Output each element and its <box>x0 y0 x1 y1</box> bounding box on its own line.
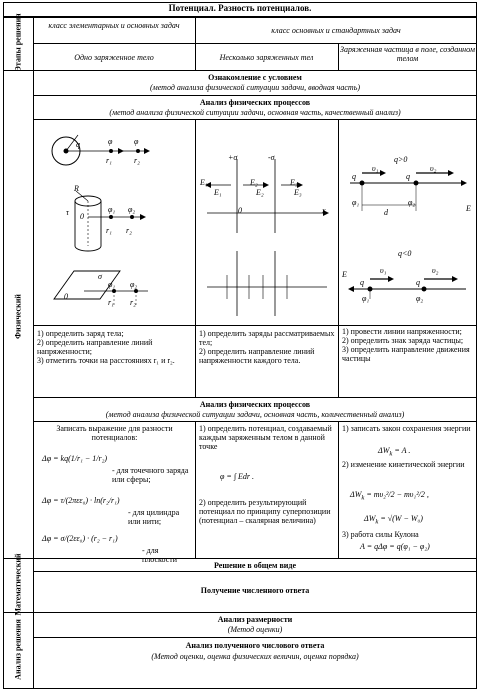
section7-subtitle: (Метод оценки, оценка физических величин, оценка порядка) <box>151 652 359 661</box>
section6-title: Анализ размерности <box>217 615 293 624</box>
d3-v1: υ₁ <box>372 164 379 173</box>
d1-tau: τ <box>66 208 69 217</box>
d2-E3: E₃ <box>290 178 298 187</box>
section2-subtitle: (метод анализа физической ситуации задачи, основная часть, качественный анализ) <box>109 108 401 117</box>
d3-phi1: φ₁ <box>352 198 360 207</box>
d2-plus: +σ <box>228 153 238 162</box>
section1-title: Ознакомление с условием <box>208 73 302 82</box>
section6-subtitle: (Метод оценки) <box>227 625 283 634</box>
d3-v1b: υ₁ <box>380 266 387 275</box>
section5-title: Получение численного ответа <box>200 586 310 595</box>
quant-c2-b: 2) определить результирующий потенциал по принципу суперпозиции (потенциал – скалярная величина) <box>199 498 331 525</box>
d3-q2: q <box>406 172 410 181</box>
formula-point: Δφ = kq(1/r₁ − 1/r₂) <box>42 454 108 463</box>
qual-c2: 1) определить заряды рассматриваемых тел; 2) определить направление линий напряженности каждого тела. <box>199 329 335 365</box>
quant-c1-f1: - для точечного заряда или сферы; <box>112 466 189 484</box>
math-label: Математический <box>13 553 23 616</box>
d3-E2: E <box>342 270 347 279</box>
d3-phi2: φ₂ <box>408 198 416 207</box>
section4-title: Решение в общем виде <box>213 561 296 570</box>
qual-c3: 1) провести линии напряженности; 2) определить знак заряда частицы; 3) определить направление движения частицы <box>342 327 470 363</box>
d2-E1: E₁ <box>200 178 208 187</box>
d3-qb: q <box>360 278 364 287</box>
quant-c1-f3: - для плоскости <box>142 546 178 564</box>
qual-c1: 1) определить заряд тела; 2) определить направление линий напряженности; 3) отметить точки на расстояниях r₁ и r₂. <box>37 329 175 365</box>
d3-E: E <box>466 204 471 213</box>
d1-zero2: 0 <box>64 292 68 301</box>
d1-phi1: φ₁ <box>108 205 116 214</box>
d1-phi1c: φ₁ <box>108 280 116 289</box>
quant-c1-head: Записать выражение для разности потенциалов: <box>56 424 173 442</box>
d3-qneg: q<0 <box>398 249 412 258</box>
d1-r1c: r₁ <box>108 298 114 307</box>
formula-coulomb: A = qΔφ = q(φ₁ − φ₂) <box>360 542 430 551</box>
d2-E2: E₂ <box>250 178 258 187</box>
d1-phi2c: φ₂ <box>130 280 138 289</box>
d1-r2b: r₂ <box>126 226 132 235</box>
d3-qpos: q>0 <box>394 155 408 164</box>
quant-c3-a: 1) записать закон сохранения энергии <box>342 424 471 433</box>
diagram-particle <box>340 121 476 323</box>
d1-phi2: φ₂ <box>128 205 136 214</box>
d1-R: R <box>74 184 79 193</box>
section3-subtitle: (метод анализа физической ситуации задачи, основная часть, количественный анализ) <box>105 410 405 419</box>
physical-label: Физический <box>13 294 23 339</box>
formula-cylinder: Δφ = τ/(2πεε₀) · ln(r₂/r₁) <box>42 496 120 505</box>
d3-v2: υ₂ <box>430 164 437 173</box>
formula-kinetic: $\Delta W_k = m\upsilon_2^2/2 - m\upsilon_1^2/2$ , <box>350 490 429 502</box>
d3-phi1b: φ₁ <box>362 294 370 303</box>
quant-c3-c: 3) работа силы Кулона <box>342 530 419 539</box>
d2-zero: 0 <box>238 206 242 215</box>
section2-title: Анализ физических процессов <box>199 98 311 107</box>
formula-kinetic2: $\Delta W_k = √(W - W_0)$ <box>364 514 423 526</box>
section3-title: Анализ физических процессов <box>199 400 311 409</box>
d3-phi2b: φ₂ <box>416 294 424 303</box>
d1-r1b: r₁ <box>106 226 112 235</box>
d1-phi: φ <box>108 137 113 146</box>
d1-zero: 0 <box>80 212 84 221</box>
header-sub3: Заряженная частица в поле, созданном телом <box>340 45 475 63</box>
section7-title: Анализ полученного числового ответа <box>185 641 325 650</box>
d3-d: d <box>384 208 388 217</box>
d1-phi-b: φ <box>134 137 139 146</box>
d2-E3b: E₃ <box>294 188 302 197</box>
header-sub1: Одно заряженное тело <box>74 53 154 62</box>
d1-q: q <box>76 140 80 149</box>
header-sub2: Несколько заряженных тел <box>219 53 314 62</box>
d2-x: x <box>322 206 326 215</box>
d2-minus: -σ <box>268 153 275 162</box>
formula-potential: φ = ∫ Edr . <box>220 472 255 481</box>
d3-v2b: υ₂ <box>432 266 439 275</box>
quant-c1-f2: - для цилиндра или нити; <box>128 508 180 526</box>
quant-c3-b: 2) изменение кинетической энергии <box>342 460 465 469</box>
formula-plane: Δφ = σ/(2εε₀) · (r₂ − r₁) <box>42 534 118 543</box>
d1-r1: r₁ <box>106 156 112 165</box>
header-col2: класс основных и стандартных задач <box>271 26 401 35</box>
d2-E2b: E₂ <box>256 188 264 197</box>
quant-c2-a: 1) определить потенциал, создаваемый каждым заряженным телом в данной точке <box>199 424 332 451</box>
d1-sigma: σ <box>98 272 102 281</box>
d3-q: q <box>352 172 356 181</box>
d1-r2: r₂ <box>134 156 140 165</box>
page-title: Потенциал. Разность потенциалов. <box>168 3 312 13</box>
analysis-label: Анализ решения <box>13 619 23 680</box>
header-col1: класс элементарных и основных задач <box>48 21 180 30</box>
d2-E1b: E₁ <box>214 188 222 197</box>
diagram-point-charge <box>36 121 192 323</box>
d3-qc: q <box>416 278 420 287</box>
diagram-two-planes <box>197 121 337 323</box>
stages-label: Этапы решения <box>13 13 23 72</box>
d1-r2c: r₂ <box>130 298 136 307</box>
formula-energy: $\Delta W_k = A$ . <box>378 446 411 458</box>
section1-subtitle: (метод анализа физической ситуации задачи, вводная часть) <box>149 83 361 92</box>
